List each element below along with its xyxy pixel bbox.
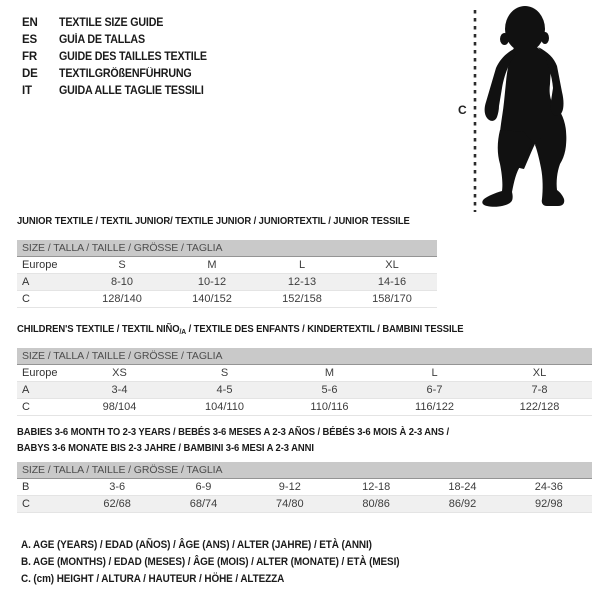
value-cell: 9-12 [278, 481, 301, 493]
size-cell: S [118, 259, 126, 271]
children-section-title [17, 323, 463, 336]
value-cell: 128/140 [102, 293, 142, 305]
table-row [17, 382, 592, 399]
lang-row-fr [22, 49, 218, 66]
value-cell: 110/116 [310, 401, 349, 413]
value-cell: 3-4 [111, 384, 128, 396]
junior-size-table [17, 240, 437, 308]
size-figure [452, 2, 597, 214]
row-label: C [22, 401, 30, 413]
value-cell: 3-6 [109, 481, 126, 493]
size-cell: L [298, 259, 306, 271]
row-label: B [22, 481, 30, 493]
lang-row-es [22, 32, 218, 49]
row-label: C [22, 498, 30, 510]
footnote-age-months: B. AGE (MONTHS) / EDAD (MESES) / ÂGE (MOIS) / ALTER (MONATE) / ETÀ (MESI) [21, 556, 400, 568]
baby-silhouette-shape [482, 6, 566, 207]
row-label: A [22, 276, 30, 288]
size-cell: S [220, 367, 229, 379]
value-cell: 140/152 [192, 293, 232, 305]
table-row [17, 365, 592, 382]
row-label: A [22, 384, 30, 396]
value-cell: 6-7 [426, 384, 443, 396]
lang-code: IT [22, 84, 32, 97]
value-cell: 92/98 [535, 498, 563, 510]
size-header-bar: SIZE / TALLA / TAILLE / GRÖSSE / TAGLIA [17, 348, 592, 365]
size-cell: XL [385, 259, 399, 271]
baby-silhouette-image [452, 2, 597, 214]
lang-title: GUIDA ALLE TAGLIE TESSILI [59, 84, 204, 97]
children-size-table [17, 348, 592, 416]
footnote-height: C. (cm) HEIGHT / ALTURA / HAUTEUR / HÖHE / ALTEZZA [21, 573, 285, 585]
title-subscript: /A [179, 327, 187, 336]
value-cell: 68/74 [189, 498, 218, 510]
size-cell: M [207, 259, 217, 271]
value-cell: 14-16 [377, 276, 407, 288]
value-cell: 4-5 [216, 384, 233, 396]
footnotes-block [21, 537, 432, 588]
size-cell: XS [112, 367, 127, 379]
value-cell: 62/68 [103, 498, 131, 510]
table-row [17, 291, 437, 308]
value-cell: 98/104 [102, 401, 137, 413]
title-line: BABYS 3-6 MONATE BIS 2-3 JAHRE / BAMBINI 3-6 MESI A 2-3 ANNI [17, 441, 314, 454]
lang-title: TEXTILGRÖßENFÜHRUNG [59, 67, 192, 80]
title-text: / TEXTILE DES ENFANTS / KINDERTEXTIL / BAMBINI TESSILE [186, 323, 464, 335]
value-cell: 12-18 [362, 481, 391, 493]
value-cell: 80/86 [362, 498, 390, 510]
lang-code: ES [22, 34, 37, 47]
size-cell: L [431, 367, 438, 379]
lang-title: GUIDE DES TAILLES TEXTILE [59, 50, 207, 63]
value-cell: 6-9 [195, 481, 212, 493]
value-cell: 122/128 [519, 401, 560, 413]
value-cell: 12-13 [287, 276, 317, 288]
value-cell: 158/170 [372, 293, 412, 305]
lang-title: TEXTILE SIZE GUIDE [59, 17, 164, 30]
lang-row-en [22, 15, 218, 32]
table-row [17, 479, 592, 496]
value-cell: 10-12 [197, 276, 227, 288]
size-cell: M [324, 367, 335, 379]
language-title-block [22, 15, 218, 99]
height-measure-label: C [458, 103, 467, 117]
junior-section-title: JUNIOR TEXTILE / TEXTIL JUNIOR/ TEXTILE JUNIOR / JUNIORTEXTIL / JUNIOR TESSILE [17, 215, 410, 227]
value-cell: 18-24 [448, 481, 477, 493]
lang-code: FR [22, 50, 37, 63]
babies-section-title [17, 425, 449, 456]
size-cell: XL [532, 367, 547, 379]
lang-code: EN [22, 17, 38, 30]
footnote-age-years: A. AGE (YEARS) / EDAD (AÑOS) / ÂGE (ANS) / ALTER (JAHRE) / ETÀ (ANNI) [21, 539, 372, 551]
title-text: CHILDREN'S TEXTILE / TEXTIL NIÑO [17, 323, 180, 335]
row-label: C [22, 293, 30, 305]
value-cell: 104/110 [205, 401, 244, 413]
value-cell: 8-10 [110, 276, 134, 288]
value-cell: 5-6 [321, 384, 338, 396]
lang-row-de [22, 65, 218, 82]
table-row [17, 496, 592, 513]
value-cell: 7-8 [531, 384, 548, 396]
lang-title: GUÍA DE TALLAS [59, 34, 145, 47]
value-cell: 86/92 [448, 498, 477, 510]
size-header-bar: SIZE / TALLA / TAILLE / GRÖSSE / TAGLIA [17, 462, 592, 479]
value-cell: 152/158 [282, 293, 322, 305]
row-label: Europe [22, 367, 58, 379]
lang-code: DE [22, 67, 38, 80]
value-cell: 116/122 [415, 401, 454, 413]
lang-row-it [22, 82, 218, 99]
value-cell: 24-36 [534, 481, 563, 493]
table-row [17, 399, 592, 416]
size-header-bar: SIZE / TALLA / TAILLE / GRÖSSE / TAGLIA [17, 240, 437, 257]
title-line: BABIES 3-6 MONTH TO 2-3 YEARS / BEBÉS 3-6 MESES A 2-3 AÑOS / BÉBÉS 3-6 MOIS À 2-3 ANS / [17, 426, 450, 438]
value-cell: 74/80 [276, 498, 304, 510]
row-label: Europe [22, 259, 58, 271]
table-row [17, 274, 437, 291]
table-row [17, 257, 437, 274]
babies-size-table [17, 462, 592, 513]
